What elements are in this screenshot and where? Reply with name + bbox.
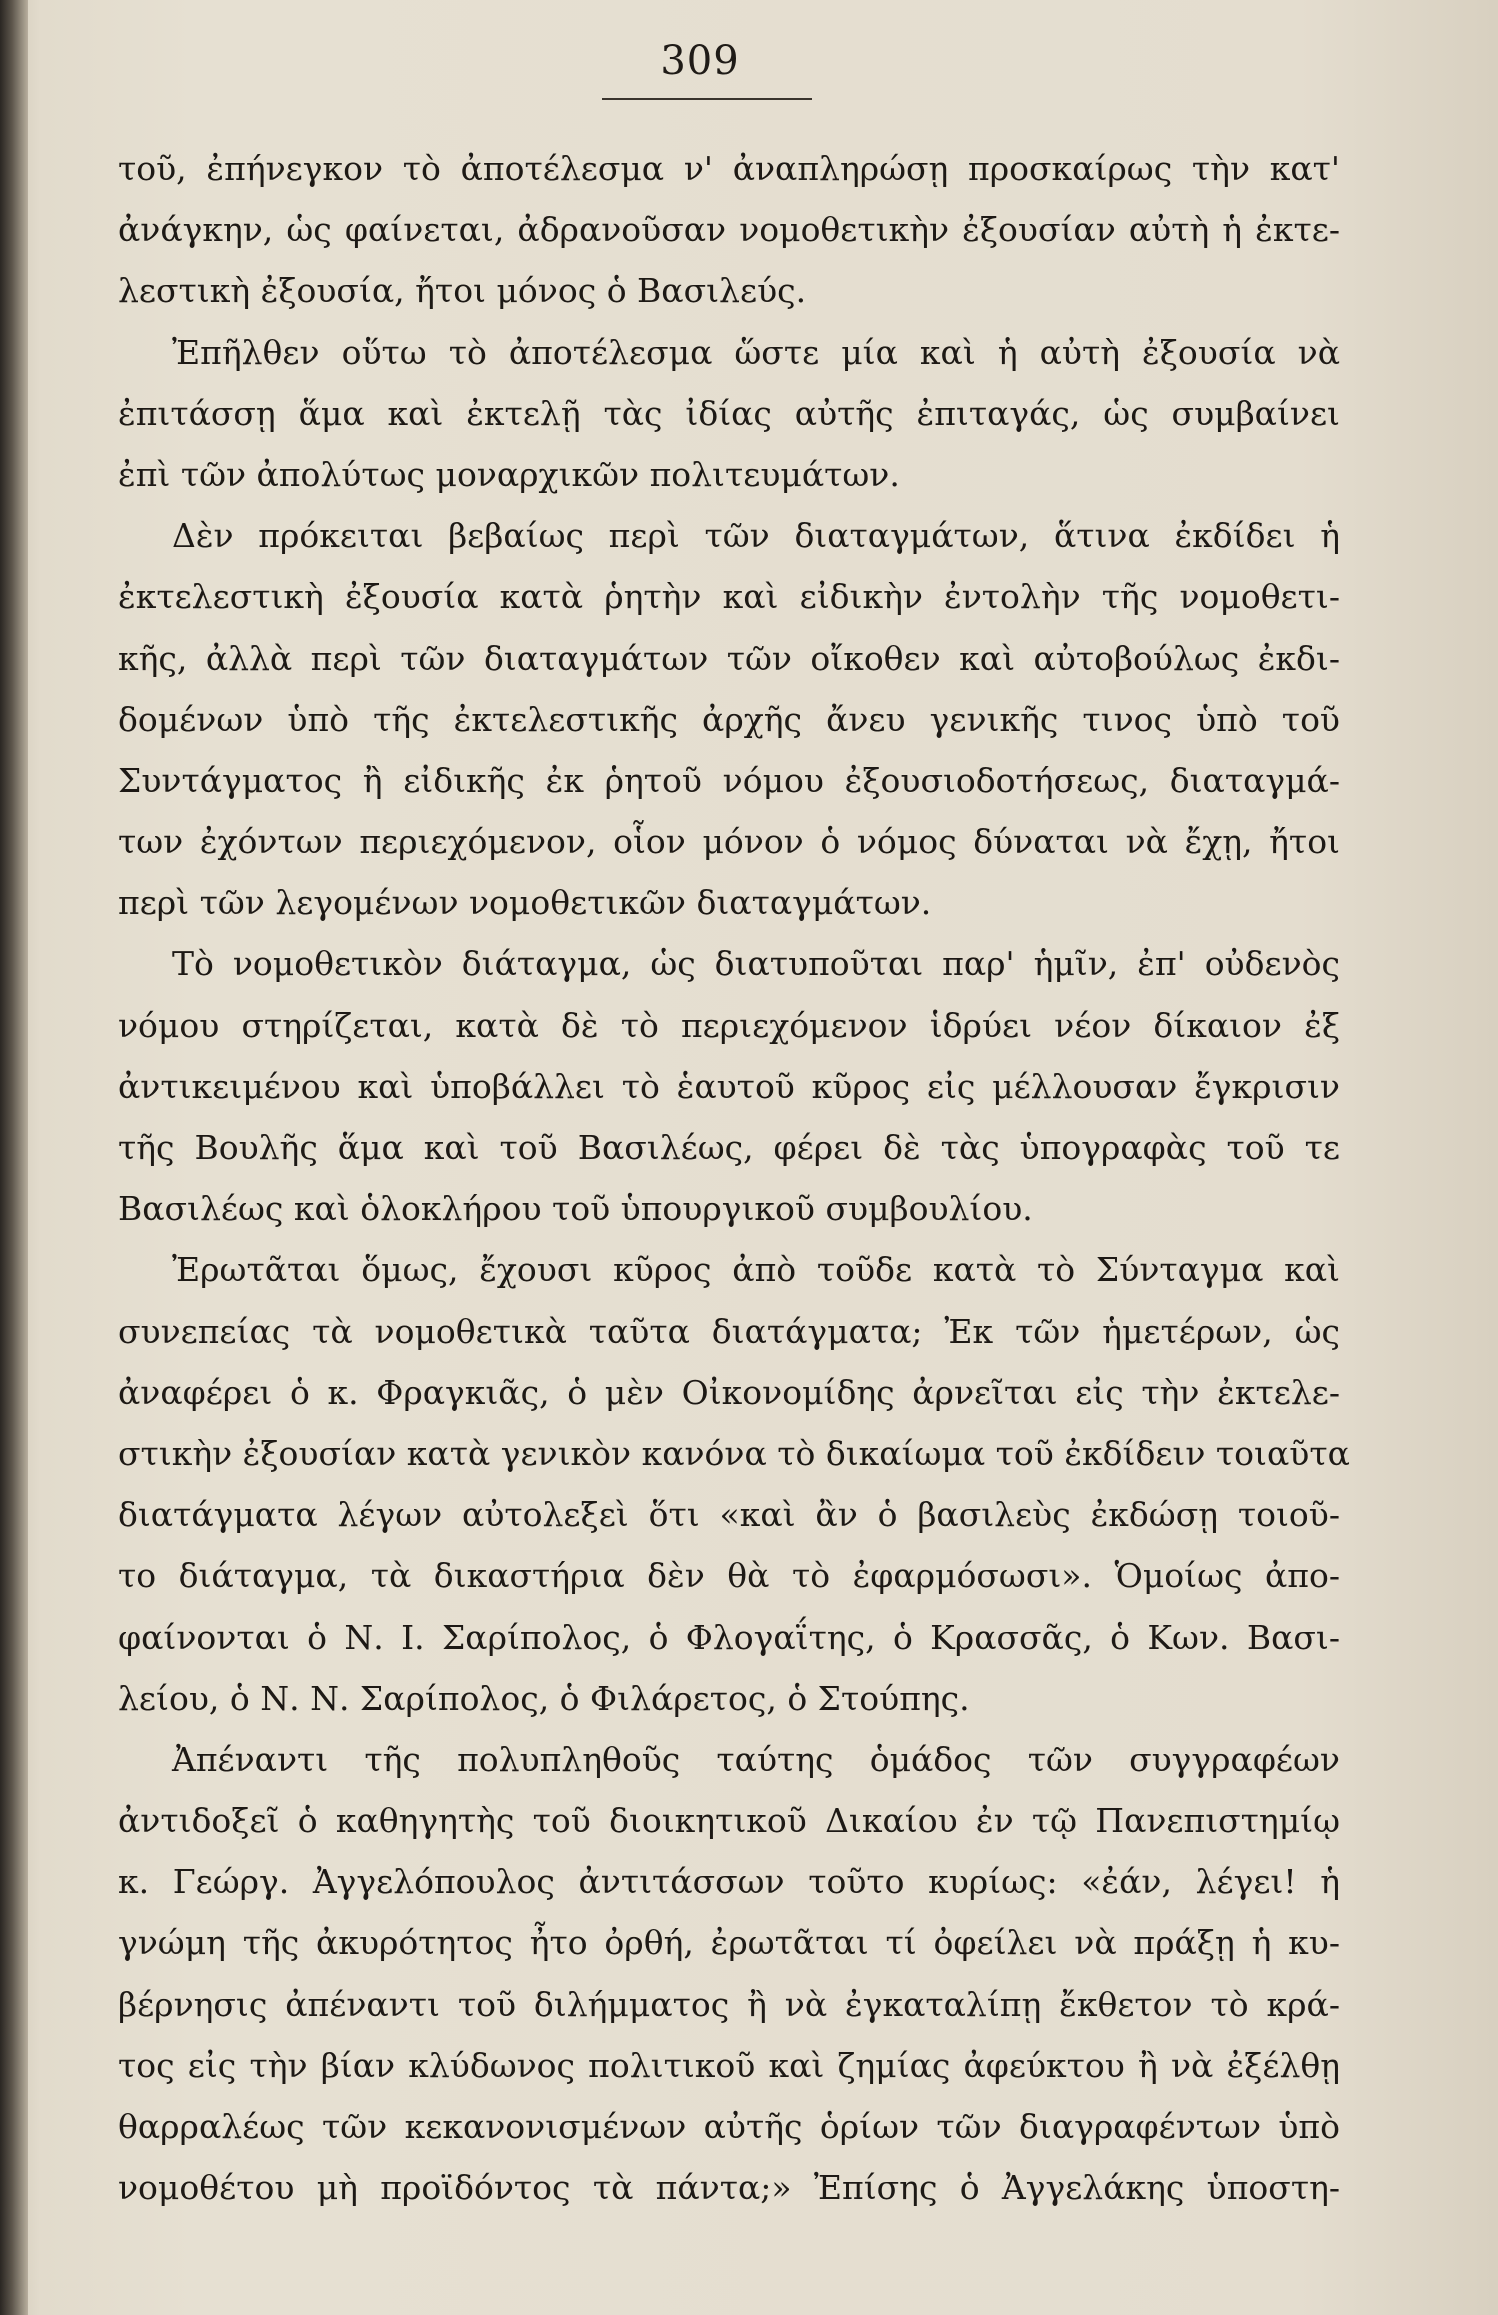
text-line: κῆς, ἀλλὰ περὶ τῶν διαταγμάτων τῶν οἴκοθεν καὶ αὐτοβούλως ἐκδι- <box>118 638 1340 678</box>
text-line: το διάταγμα, τὰ δικαστήρια δὲν θὰ τὸ ἐφαρμόσωσι». Ὁμοίως ἀπο- <box>118 1556 1340 1596</box>
text-line: νόμου στηρίζεται, κατὰ δὲ τὸ περιεχόμενον ἱδρύει νέον δίκαιον ἐξ <box>118 1005 1340 1045</box>
text-line: τῆς Βουλῆς ἅμα καὶ τοῦ Βασιλέως, φέρει δὲ τὰς ὑπογραφὰς τοῦ τε <box>118 1128 1340 1167</box>
text-line: διατάγματα λέγων αὐτολεξεὶ ὅτι «καὶ ἂν ὁ βασιλεὺς ἐκδώσῃ τοιοῦ- <box>118 1495 1340 1535</box>
text-line: Ἐπῆλθεν οὕτω τὸ ἀποτέλεσμα ὥστε μία καὶ ἡ αὐτὴ ἐξουσία νὰ <box>172 332 1340 372</box>
text-line: ἐπὶ τῶν ἀπολύτως μοναρχικῶν πολιτευμάτων. <box>118 454 900 494</box>
text-line: Ἐρωτᾶται ὅμως, ἔχουσι κῦρος ἀπὸ τοῦδε κατὰ τὸ Σύνταγμα καὶ <box>172 1250 1340 1290</box>
text-line: ἀνάγκην, ὡς φαίνεται, ἀδρανοῦσαν νομοθετικὴν ἐξουσίαν αὐτὴ ἡ ἐκτε- <box>118 210 1340 250</box>
text-line: Δὲν πρόκειται βεβαίως περὶ τῶν διαταγμάτων, ἅτινα ἐκδίδει ἡ <box>172 516 1340 556</box>
page-number: 309 <box>660 38 740 84</box>
text-line: νομοθέτου μὴ προϊδόντος τὰ πάντα;» Ἐπίσης ὁ Ἀγγελάκης ὑποστη- <box>118 2168 1340 2208</box>
text-line: λεστικὴ ἐξουσία, ἤτοι μόνος ὁ Βασιλεύς. <box>118 271 807 311</box>
text-line: στικὴν ἐξουσίαν κατὰ γενικὸν κανόνα τὸ δικαίωμα τοῦ ἐκδίδειν τοιαῦτα <box>118 1433 1350 1473</box>
body-text <box>118 138 1350 2218</box>
text-line: Συντάγματος ἢ εἰδικῆς ἐκ ῥητοῦ νόμου ἐξουσιοδοτήσεως, διαταγμά- <box>118 760 1340 800</box>
text-line: φαίνονται ὁ Ν. Ι. Σαρίπολος, ὁ Φλογαΐτης, ὁ Κρασσᾶς, ὁ Κων. Βασι- <box>118 1617 1340 1657</box>
text-line: κ. Γεώργ. Ἀγγελόπουλος ἀντιτάσσων τοῦτο κυρίως: «ἐάν, λέγει! ἡ <box>118 1862 1340 1902</box>
text-line: ἐκτελεστικὴ ἐξουσία κατὰ ῥητὴν καὶ εἰδικὴν ἐντολὴν τῆς νομοθετι- <box>118 577 1340 617</box>
text-line: περὶ τῶν λεγομένων νομοθετικῶν διαταγμάτων. <box>118 883 932 923</box>
text-line: ἐπιτάσσῃ ἅμα καὶ ἐκτελῇ τὰς ἰδίας αὐτῆς ἐπιταγάς, ὡς συμβαίνει <box>118 393 1340 433</box>
text-line: Ἀπέναντι τῆς πολυπληθοῦς ταύτης ὁμάδος τῶν συγγραφέων <box>172 1739 1340 1779</box>
text-line: βέρνησις ἀπέναντι τοῦ διλήμματος ἢ νὰ ἐγκαταλίπῃ ἔκθετον τὸ κρά- <box>118 1984 1340 2024</box>
text-line: των ἐχόντων περιεχόμενον, οἷον μόνον ὁ νόμος δύναται νὰ ἔχῃ, ἤτοι <box>118 822 1340 862</box>
text-line: γνώμη τῆς ἀκυρότητος ἦτο ὀρθή, ἐρωτᾶται τί ὀφείλει νὰ πράξῃ ἡ κυ- <box>118 1923 1340 1963</box>
text-line: Τὸ νομοθετικὸν διάταγμα, ὡς διατυποῦται παρ' ἡμῖν, ἐπ' οὐδενὸς <box>172 944 1340 984</box>
text-line: θαρραλέως τῶν κεκανονισμένων αὐτῆς ὁρίων τῶν διαγραφέντων ὑπὸ <box>118 2107 1340 2146</box>
text-line: λείου, ὁ Ν. Ν. Σαρίπολος, ὁ Φιλάρετος, ὁ Στούπης. <box>118 1678 970 1718</box>
page-number-rule <box>602 98 812 100</box>
text-line: τοῦ, ἐπήνεγκον τὸ ἀποτέλεσμα ν' ἀναπληρώσῃ προσκαίρως τὴν κατ' <box>118 149 1340 188</box>
text-line: τος εἰς τὴν βίαν κλύδωνος πολιτικοῦ καὶ ζημίας ἀφεύκτου ἢ νὰ ἐξέλθῃ <box>118 2045 1340 2085</box>
text-line: συνεπείας τὰ νομοθετικὰ ταῦτα διατάγματα; Ἐκ τῶν ἡμετέρων, ὡς <box>118 1311 1340 1351</box>
text-line: ἀντικειμένου καὶ ὑποβάλλει τὸ ἑαυτοῦ κῦρος εἰς μέλλουσαν ἔγκρισιν <box>118 1066 1340 1106</box>
text-line: ἀναφέρει ὁ κ. Φραγκιᾶς, ὁ μὲν Οἰκονομίδης ἀρνεῖται εἰς τὴν ἐκτελε- <box>118 1372 1340 1412</box>
book-binding-edge <box>0 0 28 2315</box>
text-line: δομένων ὑπὸ τῆς ἐκτελεστικῆς ἀρχῆς ἄνευ γενικῆς τινος ὑπὸ τοῦ <box>118 699 1340 739</box>
text-line: Βασιλέως καὶ ὁλοκλήρου τοῦ ὑπουργικοῦ συμβουλίου. <box>118 1189 1033 1229</box>
text-line: ἀντιδοξεῖ ὁ καθηγητὴς τοῦ διοικητικοῦ Δικαίου ἐν τῷ Πανεπιστημίῳ <box>118 1801 1340 1841</box>
